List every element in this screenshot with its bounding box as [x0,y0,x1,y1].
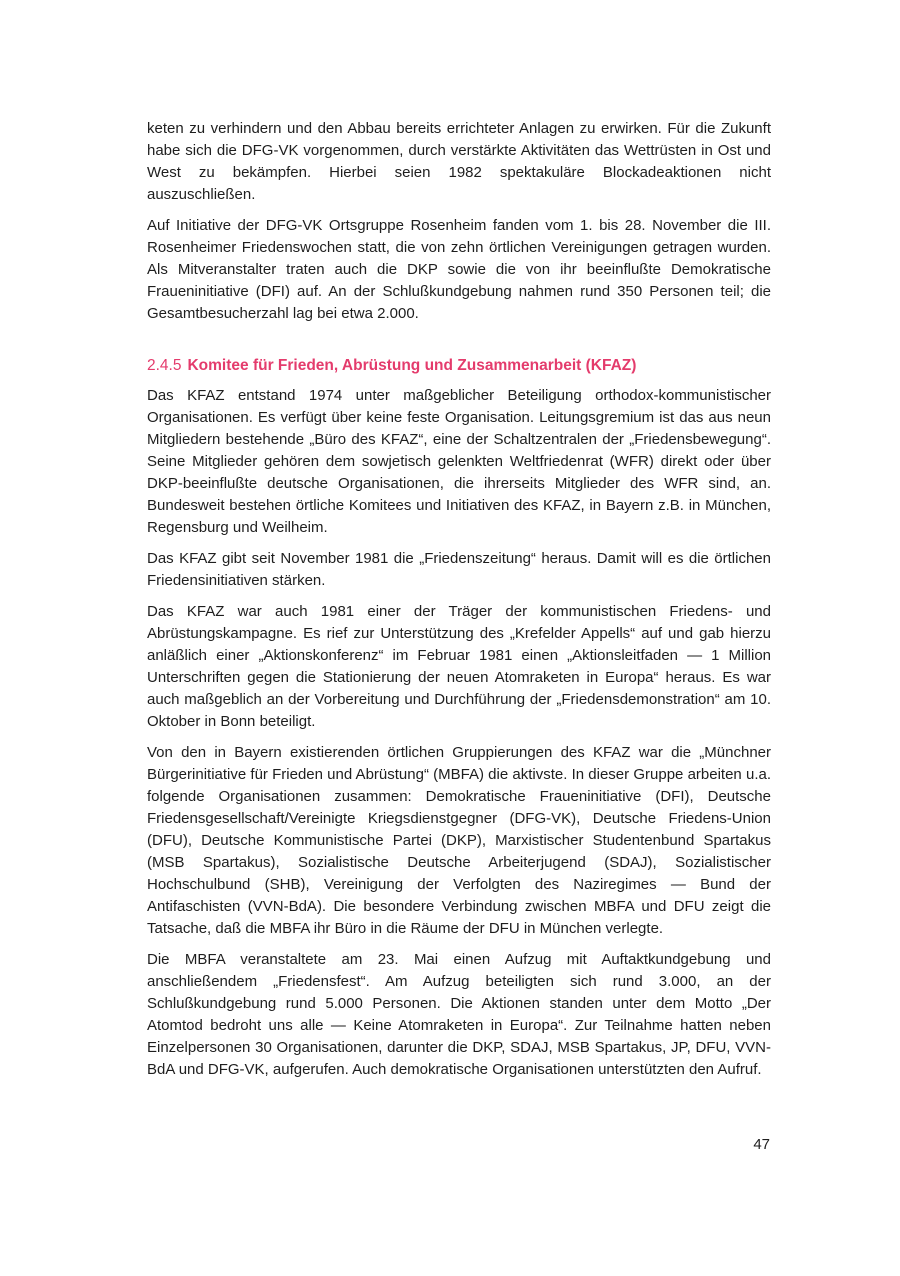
section-title: Komitee für Frieden, Abrüstung und Zusammenarbeit (KFAZ) [187,357,637,374]
page-number: 47 [753,1136,770,1153]
paragraph-kfaz-origin: Das KFAZ entstand 1974 unter maßgeblicher Beteiligung orthodox-kommunistischer Organisationen. Es verfügt über keine feste Organisation. Leitungsgremium ist das aus neun Mitgliedern bestehende „Büro des KFAZ“, eine der Schaltzentralen der „Friedensbewegung“. Seine Mitglieder gehören dem sowjetisch gelenkten Weltfriedenrat (WFR) direkt oder über DKP-beeinflußte deutsche Organisationen, die ihrerseits Mitglieder des WFR sind, an. Bundesweit bestehen örtliche Komitees und Initiativen des KFAZ, in Bayern z.B. in München, Regensburg und Weilheim. [147,387,771,536]
paragraph-friedenszeitung: Das KFAZ gibt seit November 1981 die „Friedenszeitung“ heraus. Damit will es die örtlichen Friedensinitiativen stärken. [147,550,771,589]
document-page [147,118,771,1090]
paragraph-kfaz-campaign: Das KFAZ war auch 1981 einer der Träger der kommunistischen Friedens- und Abrüstungskampagne. Es rief zur Unterstützung des „Krefelder Appells“ auf und gab hierzu anläßlich einer „Aktionskonferenz“ im Februar 1981 einen „Aktionsleitfaden — 1 Million Unterschriften gegen die Stationierung der neuen Atomraketen in Europa“ heraus. Es war auch maßgeblich an der Vorbereitung und Durchführung der „Friedensdemonstration“ am 10. Oktober in Bonn beteiligt. [147,603,771,730]
section-number: 2.4.5 [147,357,182,374]
paragraph-dfg-vk-plans: keten zu verhindern und den Abbau bereits errichteter Anlagen zu erwirken. Für die Zukunft habe sich die DFG-VK vorgenommen, durch verstärkte Aktivitäten das Wettrüsten in Ost und West zu bekämpfen. Hierbei seien 1982 spektakuläre Blockadeaktionen nicht auszuschließen. [147,120,771,203]
paragraph-mbfa-groups: Von den in Bayern existierenden örtlichen Gruppierungen des KFAZ war die „Münchner Bürgerinitiative für Frieden und Abrüstung“ (MBFA) die aktivste. In dieser Gruppe arbeiten u.a. folgende Organisationen zusammen: Demokratische Fraueninitiative (DFI), Deutsche Friedensgesellschaft/Vereinigte Kriegsdienstgegner (DFG-VK), Deutsche Friedens-Union (DFU), Deutsche Kommunistische Partei (DKP), Marxistischer Studentenbund Spartakus (MSB Spartakus), Sozialistische Deutsche Arbeiterjugend (SDAJ), Sozialistischer Hochschulbund (SHB), Vereinigung der Verfolgten des Naziregimes — Bund der Antifaschisten (VVN-BdA). Die besondere Verbindung zwischen MBFA und DFU zeigt die Tatsache, daß die MBFA ihr Büro in die Räume der DFU in München verlegte. [147,744,771,937]
paragraph-mbfa-march: Die MBFA veranstaltete am 23. Mai einen Aufzug mit Auftaktkundgebung und anschließendem „Friedensfest“. Am Aufzug beteiligten sich rund 3.000, an der Schlußkundgebung rund 5.000 Personen. Die Aktionen standen unter dem Motto „Der Atomtod bedroht uns alle — Keine Atomraketen in Europa“. Zur Teilnahme hatten neben Einzelpersonen 30 Organisationen, darunter die DKP, SDAJ, MSB Spartakus, JP, DFU, VVN-BdA und DFG-VK, aufgerufen. Auch demokratische Organisationen unterstützten den Aufruf. [147,951,771,1078]
paragraph-rosenheim-peace-weeks: Auf Initiative der DFG-VK Ortsgruppe Rosenheim fanden vom 1. bis 28. November die III. Rosenheimer Friedenswochen statt, die von zehn örtlichen Vereinigungen getragen wurden. Als Mitveranstalter traten auch die DKP sowie die von ihr beeinflußte Demokratische Fraueninitiative (DFI) auf. An der Schlußkundgebung nahmen rund 350 Personen teil; die Gesamtbesucherzahl lag bei etwa 2.000. [147,217,771,322]
section-heading [147,355,771,377]
